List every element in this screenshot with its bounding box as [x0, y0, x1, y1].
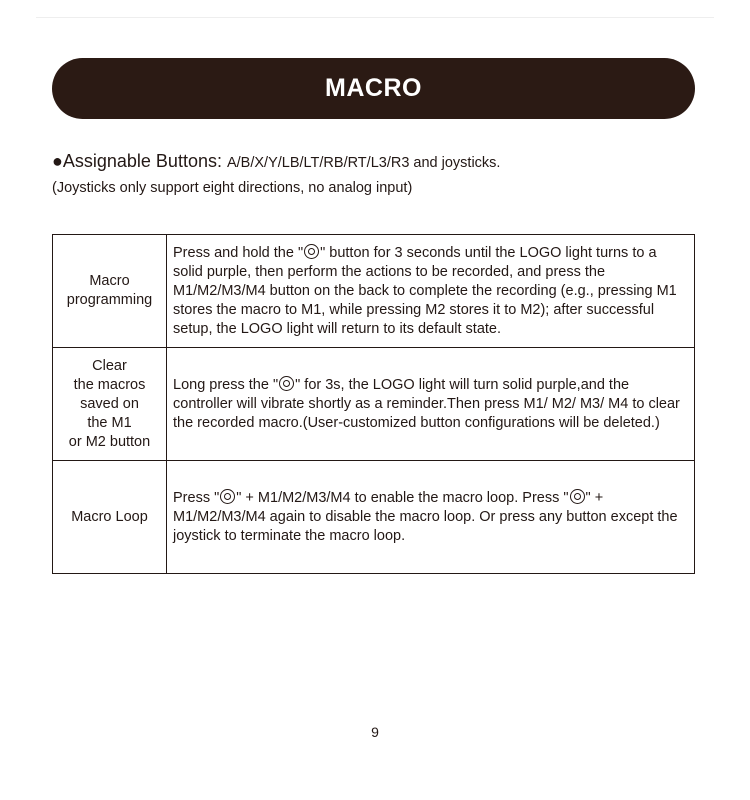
row-description-cell: [167, 461, 695, 574]
circular-button-icon: [570, 489, 585, 504]
assignable-label: ●Assignable Buttons:: [52, 151, 227, 171]
table-row-macro-loop: [53, 461, 695, 574]
row-description-cell: [167, 348, 695, 461]
section-banner: [52, 58, 695, 119]
joystick-note: (Joysticks only support eight directions, no analog input): [52, 180, 413, 196]
table-row-macro-programming: [53, 235, 695, 348]
page-number: 9: [371, 724, 379, 740]
row-description-end: " button for 3 seconds until the LOGO light turns to a solid purple, then perform the actions to be recorded, and press the M1/M2/M3/M4 button on the back to complete the recording (e.g., pressing M1 stores the macro to M1, while pressing M2 stores it to M2); after successful setup, the LOGO light will return to its default state.: [173, 244, 677, 337]
row-label-cell: [53, 461, 167, 574]
row-description-end: " for 3s, the LOGO light will turn solid purple,and the controller will vibrate shortly as a reminder.Then press M1/ M2/ M3/ M4 to clear the recorded macro.(User-customized button configurations will be deleted.): [173, 376, 680, 431]
row-description-start: Press and hold the ": [173, 244, 304, 261]
top-rule: [36, 17, 714, 18]
macro-table: [52, 234, 695, 574]
assignable-buttons-line: [52, 151, 500, 172]
row-description-start: Long press the ": [173, 376, 279, 393]
row-label: Clear the macros saved on the M1 or M2 button: [68, 357, 151, 450]
row-label: Macro Loop: [71, 508, 148, 525]
row-description-end: " + M1/M2/M3/M4 again to disable the macro loop. Or press any button except the joystick to terminate the macro loop.: [173, 489, 678, 544]
row-description-start: Press ": [173, 489, 220, 506]
row-label: Macro programming: [66, 273, 153, 308]
row-description-middle: " + M1/M2/M3/M4 to enable the macro loop. Press ": [236, 489, 569, 506]
section-title: MACRO: [325, 74, 422, 102]
circular-button-icon: [304, 244, 319, 259]
row-label-cell: [53, 348, 167, 461]
circular-button-icon: [279, 376, 294, 391]
row-label-cell: [53, 235, 167, 348]
table-row-clear-macros: [53, 348, 695, 461]
circular-button-icon: [220, 489, 235, 504]
assignable-list: A/B/X/Y/LB/LT/RB/RT/L3/R3 and joysticks.: [226, 155, 501, 171]
row-description-cell: [167, 235, 695, 348]
